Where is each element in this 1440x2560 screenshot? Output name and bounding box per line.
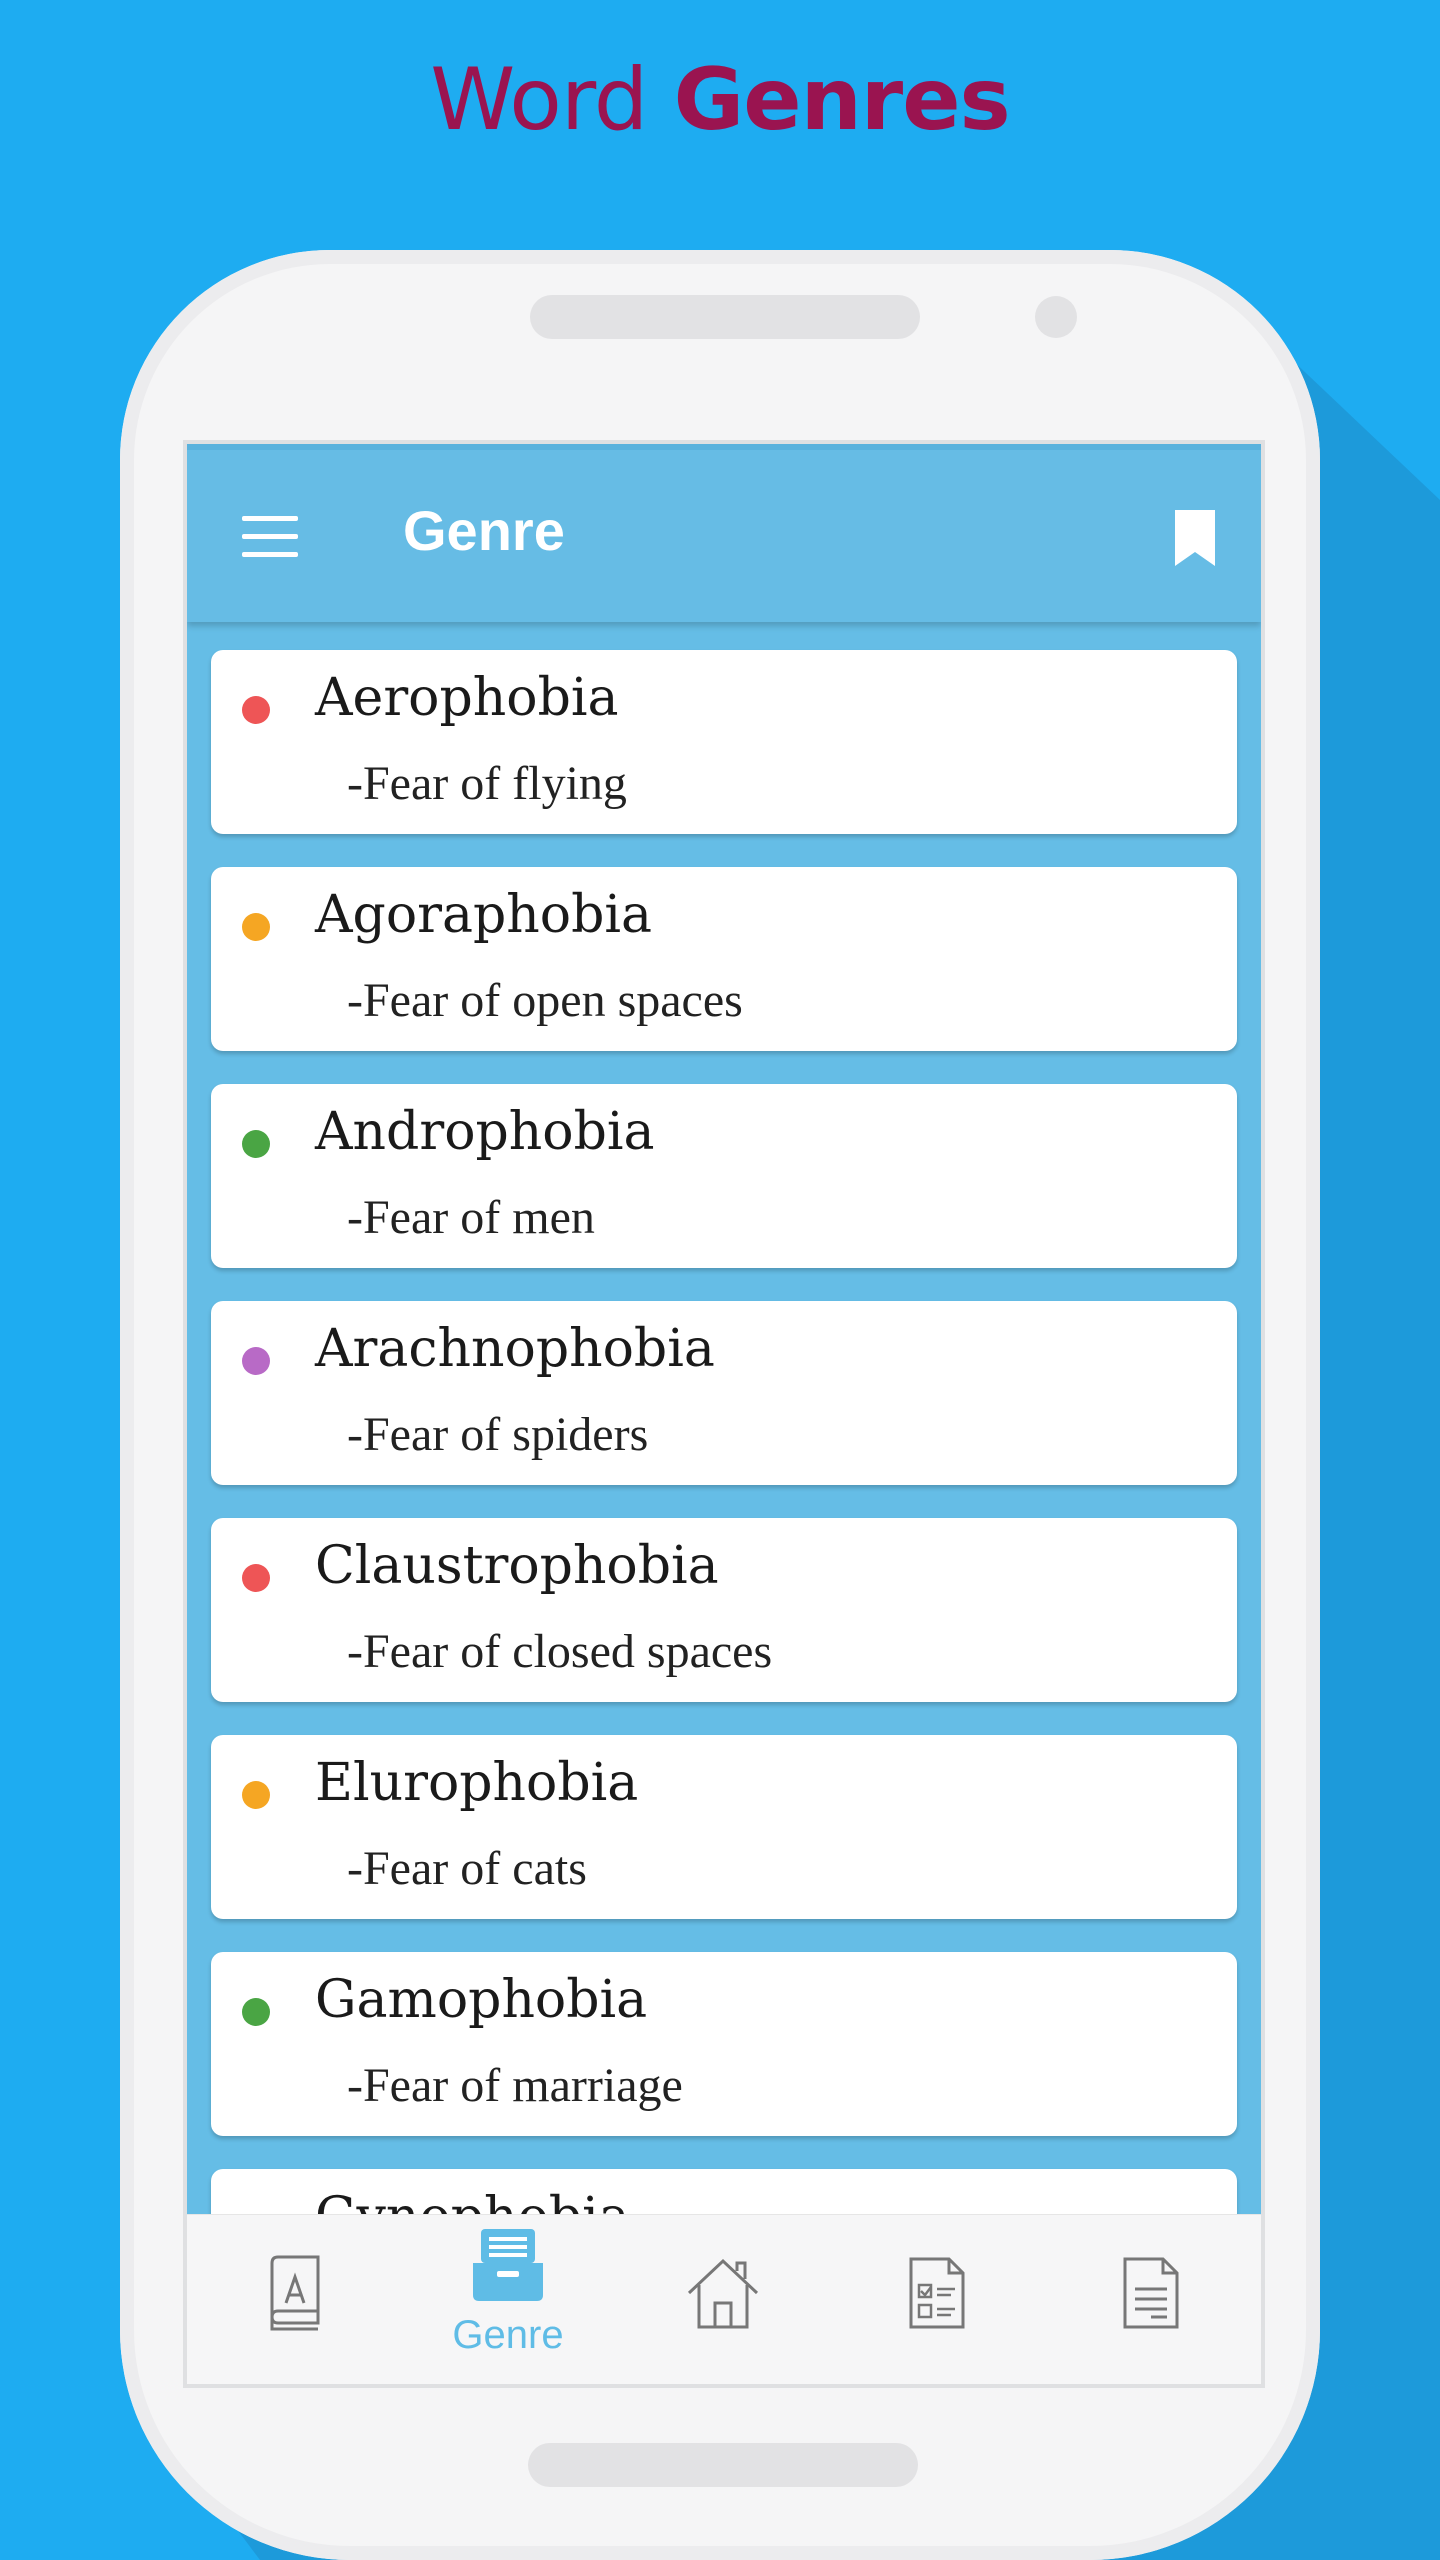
genre-meaning: -Fear of men bbox=[347, 1191, 595, 1244]
genre-name: Claustrophobia bbox=[315, 1536, 719, 1596]
app-screen bbox=[183, 440, 1265, 2388]
genre-name: Gamophobia bbox=[315, 1970, 648, 2030]
nav-home[interactable] bbox=[615, 2215, 829, 2385]
nav-quiz[interactable] bbox=[829, 2215, 1043, 2385]
dictionary-book-icon bbox=[264, 2253, 324, 2333]
home-icon bbox=[685, 2255, 761, 2331]
hamburger-menu-icon[interactable] bbox=[242, 516, 298, 556]
list-item[interactable] bbox=[211, 1084, 1237, 1268]
phone-camera bbox=[1035, 296, 1077, 338]
list-item[interactable] bbox=[211, 1518, 1237, 1702]
genre-meaning: -Fear of cats bbox=[347, 1842, 587, 1895]
phone-home-bar bbox=[528, 2443, 918, 2487]
genre-meaning: -Fear of closed spaces bbox=[347, 1625, 773, 1678]
category-dot bbox=[242, 1130, 270, 1158]
list-item[interactable] bbox=[211, 1952, 1237, 2136]
headline-bold: Genres bbox=[673, 50, 1010, 150]
genre-meaning: -Fear of spiders bbox=[347, 1408, 649, 1461]
list-item[interactable] bbox=[211, 650, 1237, 834]
genre-list bbox=[211, 650, 1237, 2386]
genre-meaning: -Fear of marriage bbox=[347, 2059, 683, 2112]
category-dot bbox=[242, 1998, 270, 2026]
list-item[interactable] bbox=[211, 1301, 1237, 1485]
genre-name: Elurophobia bbox=[315, 1753, 639, 1813]
nav-genre[interactable] bbox=[401, 2215, 615, 2385]
headline-light: Word bbox=[430, 50, 648, 150]
genre-name: Arachnophobia bbox=[315, 1319, 715, 1379]
nav-document[interactable] bbox=[1043, 2215, 1257, 2385]
page-title: Genre bbox=[403, 499, 565, 562]
genre-meaning: -Fear of open spaces bbox=[347, 974, 743, 1027]
nav-label-genre: Genre bbox=[452, 2313, 564, 2357]
category-dot bbox=[242, 696, 270, 724]
list-item[interactable] bbox=[211, 867, 1237, 1051]
bookmark-icon[interactable] bbox=[1173, 508, 1217, 568]
category-dot bbox=[242, 1564, 270, 1592]
nav-dictionary[interactable] bbox=[187, 2215, 401, 2385]
genre-name: Agoraphobia bbox=[315, 885, 653, 945]
list-item[interactable] bbox=[211, 1735, 1237, 1919]
bottom-navigation bbox=[187, 2214, 1261, 2385]
category-dot bbox=[242, 913, 270, 941]
genre-archive-icon bbox=[471, 2225, 545, 2305]
app-bar bbox=[187, 444, 1261, 622]
genre-name: Androphobia bbox=[315, 1102, 655, 1162]
quiz-checklist-icon bbox=[907, 2255, 967, 2331]
genre-name: Aerophobia bbox=[315, 668, 619, 728]
headline bbox=[0, 50, 1440, 150]
phone-speaker bbox=[530, 295, 920, 339]
category-dot bbox=[242, 1781, 270, 1809]
genre-meaning: -Fear of flying bbox=[347, 757, 627, 810]
category-dot bbox=[242, 1347, 270, 1375]
document-icon bbox=[1121, 2255, 1181, 2331]
phone-frame bbox=[120, 250, 1320, 2560]
